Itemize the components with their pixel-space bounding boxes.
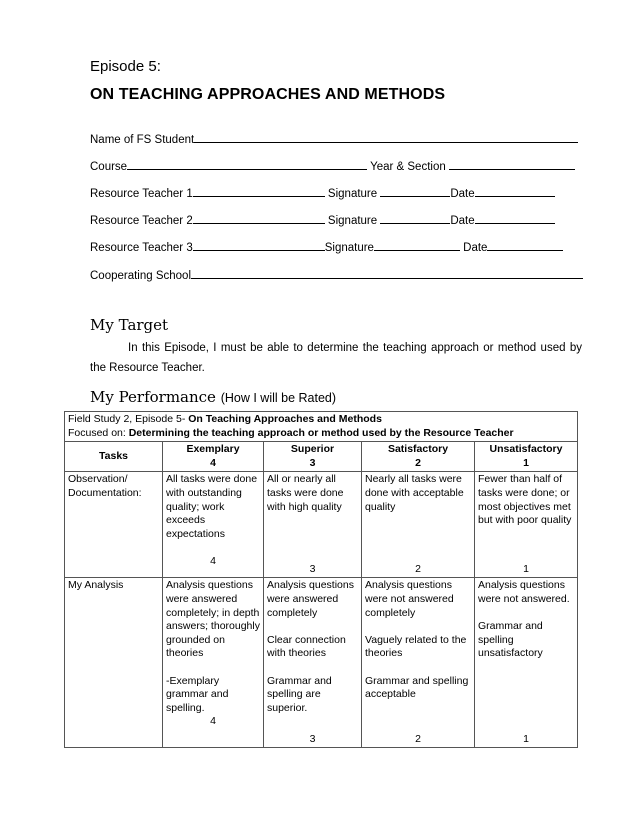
rt3-field[interactable] [90,238,563,254]
target-paragraph [90,338,582,378]
level-header-exemplary [163,442,264,472]
criteria-cell [264,472,362,578]
tasks-header: Tasks [65,442,163,472]
rubric-header-row [65,442,578,472]
level-score: 1 [523,456,529,469]
criteria-text: Fewer than half of tasks were done; or most objectives met but with poor quality [478,473,572,527]
criteria-score: 3 [309,562,316,575]
course-field[interactable] [90,157,575,173]
rt1-label: Resource Teacher 1 [90,188,193,200]
criteria-text: -Exemplary grammar and spelling. [166,674,229,714]
criteria-cell [475,578,578,748]
task-cell: Observation/ Documentation: [65,472,163,578]
criteria-cell [362,472,475,578]
rt2-line[interactable] [193,211,325,224]
criteria-text: Analysis questions were not answered completely [365,579,454,619]
criteria-text: Clear connection with theories [267,633,346,660]
criteria-cell [362,578,475,748]
criteria-text: Grammar and spelling unsatisfactory [478,620,543,660]
rt2-field[interactable] [90,211,555,227]
rubric-caption [65,412,578,442]
rt1-field[interactable] [90,184,555,200]
level-header-superior [264,442,362,472]
course-label: Course [90,161,128,173]
criteria-text: Analysis questions were answered completely [267,579,354,619]
rt3-date-line[interactable] [487,238,563,251]
rt3-line[interactable] [193,238,325,251]
rt1-date-line[interactable] [475,184,555,197]
rt2-signature-line[interactable] [380,211,450,224]
rubric-focus-prefix: Focused on: [68,426,129,439]
rubric-caption-row [65,412,578,442]
rubric-row-analysis [65,578,578,748]
rubric-focus-bold: Determining the teaching approach or method used by the Resource Teacher [128,426,514,439]
criteria-score: 3 [309,732,316,745]
rubric-row-observation [65,472,578,578]
task-cell: My Analysis [65,578,163,748]
criteria-score: 1 [523,732,529,745]
student-name-label: Name of FS Student [90,134,195,146]
rt2-date-line[interactable] [475,211,555,224]
criteria-text: Analysis questions were not answered. [478,579,570,605]
target-heading: My Target [90,316,169,334]
criteria-score: 1 [523,562,529,575]
year-section-line[interactable] [449,157,575,170]
level-name: Exemplary [186,443,240,456]
rt2-signature-label: Signature [327,215,378,227]
rubric-table [64,411,578,748]
student-name-line[interactable] [194,130,578,143]
level-name: Satisfactory [387,443,449,456]
rt1-date-label: Date [450,188,475,200]
cooperating-school-field[interactable] [90,266,583,282]
rt1-line[interactable] [193,184,325,197]
year-section-label: Year & Section [370,161,446,173]
performance-subheading: (How I will be Rated) [220,391,337,405]
cooperating-school-line[interactable] [191,266,583,279]
rt1-signature-label: Signature [327,188,378,200]
level-score: 4 [210,456,216,469]
level-header-satisfactory [362,442,475,472]
rt2-label: Resource Teacher 2 [90,215,193,227]
criteria-score: 2 [415,732,421,745]
criteria-text: All tasks were done with outstanding quality; work exceeds expectations [166,473,258,540]
course-line[interactable] [127,157,367,170]
level-score: 2 [415,456,421,469]
page-title: ON TEACHING APPROACHES AND METHODS [90,86,446,103]
performance-heading-text: My Performance [90,388,216,406]
level-header-unsatisfactory [475,442,578,472]
criteria-cell [264,578,362,748]
criteria-text: Nearly all tasks were done with acceptable quality [365,473,464,513]
criteria-score: 2 [415,562,421,575]
criteria-score: 4 [210,554,216,567]
rubric-caption-prefix: Field Study 2, Episode 5- [68,413,189,425]
rt3-signature-label: Signature [324,242,374,254]
performance-heading [90,388,336,406]
criteria-cell [475,472,578,578]
rt3-date-label: Date [463,242,488,254]
rt2-date-label: Date [450,215,475,227]
rt3-label: Resource Teacher 3 [90,242,193,254]
criteria-text: All or nearly all tasks were done with high quality [267,473,344,513]
criteria-cell [163,578,264,748]
rt1-signature-line[interactable] [380,184,450,197]
level-name: Unsatisfactory [489,443,563,456]
episode-label: Episode 5: [90,58,161,75]
level-score: 3 [309,456,316,469]
criteria-text: Vaguely related to the theories [365,633,467,660]
student-name-field[interactable] [90,130,578,146]
rubric-caption-bold: On Teaching Approaches and Methods [188,413,382,425]
criteria-cell [163,472,264,578]
criteria-text: Grammar and spelling acceptable [365,674,469,701]
level-name: Superior [290,443,335,456]
criteria-text: Analysis questions were answered completely; in depth answers; thoroughly grounded on theories [166,579,260,660]
criteria-text: Grammar and spelling are superior. [267,674,332,714]
rt3-signature-line[interactable] [374,238,460,251]
cooperating-school-label: Cooperating School [90,270,192,282]
criteria-score: 4 [210,715,216,728]
target-text: In this Episode, I must be able to determine the teaching approach or method used by the Resource Teacher. [90,342,582,374]
